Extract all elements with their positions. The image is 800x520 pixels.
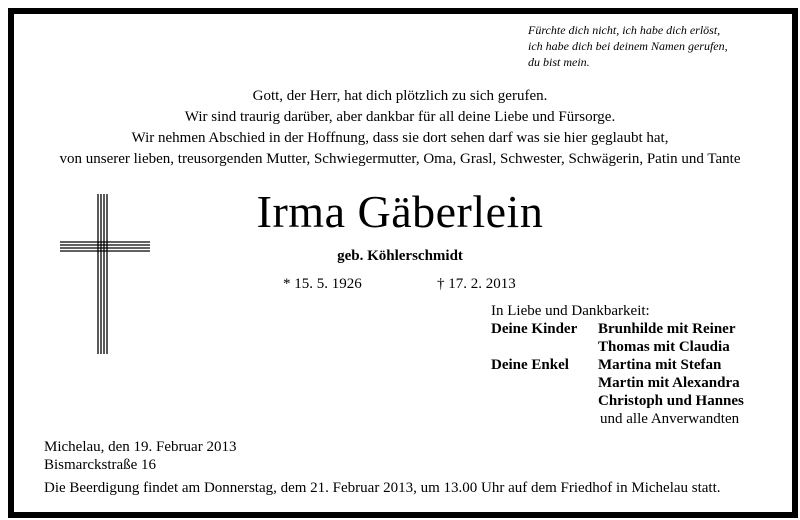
mourner-row bbox=[491, 374, 744, 392]
mourners-heading: In Liebe und Dankbarkeit: bbox=[491, 303, 650, 319]
mourner-name: Thomas mit Claudia bbox=[598, 339, 730, 355]
deceased-name: Irma Gäberlein bbox=[256, 186, 544, 237]
birth-date: * 15. 5. 1926 bbox=[283, 276, 362, 292]
mourner-row bbox=[491, 392, 744, 410]
intro-line: Wir nehmen Abschied in der Hoffnung, dass sie dort sehen darf was sie hier geglaubt hat, bbox=[131, 130, 669, 146]
place-line: Michelau, den 19. Februar 2013 bbox=[44, 439, 237, 455]
mourner-row bbox=[491, 356, 744, 374]
mourner-name: Martina mit Stefan bbox=[598, 357, 722, 373]
grandchildren-label: Deine Enkel bbox=[491, 357, 569, 373]
quote-line: Fürchte dich nicht, ich habe dich erlöst, bbox=[528, 23, 721, 37]
mourner-row bbox=[491, 338, 744, 356]
intro-line: Gott, der Herr, hat dich plötzlich zu sich gerufen. bbox=[252, 88, 548, 104]
intro-line: Wir sind traurig darüber, aber dankbar für all deine Liebe und Fürsorge. bbox=[184, 109, 616, 125]
place-date bbox=[44, 438, 236, 474]
funeral-notice: Die Beerdigung findet am Donnerstag, dem 21. Februar 2013, um 13.00 Uhr auf dem Friedhof in Michelau statt. bbox=[44, 480, 721, 496]
children-label: Deine Kinder bbox=[491, 321, 578, 337]
address-line: Bismarckstraße 16 bbox=[44, 457, 157, 473]
bible-quote bbox=[528, 22, 728, 70]
quote-line: ich habe dich bei deinem Namen gerufen, bbox=[528, 39, 728, 53]
mourners-block bbox=[491, 302, 744, 428]
intro-text bbox=[0, 86, 800, 170]
mourner-name: Martin mit Alexandra bbox=[598, 375, 740, 391]
mourner-row bbox=[491, 320, 744, 338]
death-date: † 17. 2. 2013 bbox=[437, 276, 516, 292]
mourners-closing: und alle Anverwandten bbox=[600, 411, 740, 427]
mourner-name: Christoph und Hannes bbox=[598, 393, 744, 409]
intro-line: von unserer lieben, treusorgenden Mutter, Schwiegermutter, Oma, Grasl, Schwester, Schwägerin, Patin und Tante bbox=[59, 151, 741, 167]
quote-line: du bist mein. bbox=[528, 55, 590, 69]
mourner-name: Brunhilde mit Reiner bbox=[598, 321, 736, 337]
maiden-name: geb. Köhlerschmidt bbox=[337, 248, 463, 264]
